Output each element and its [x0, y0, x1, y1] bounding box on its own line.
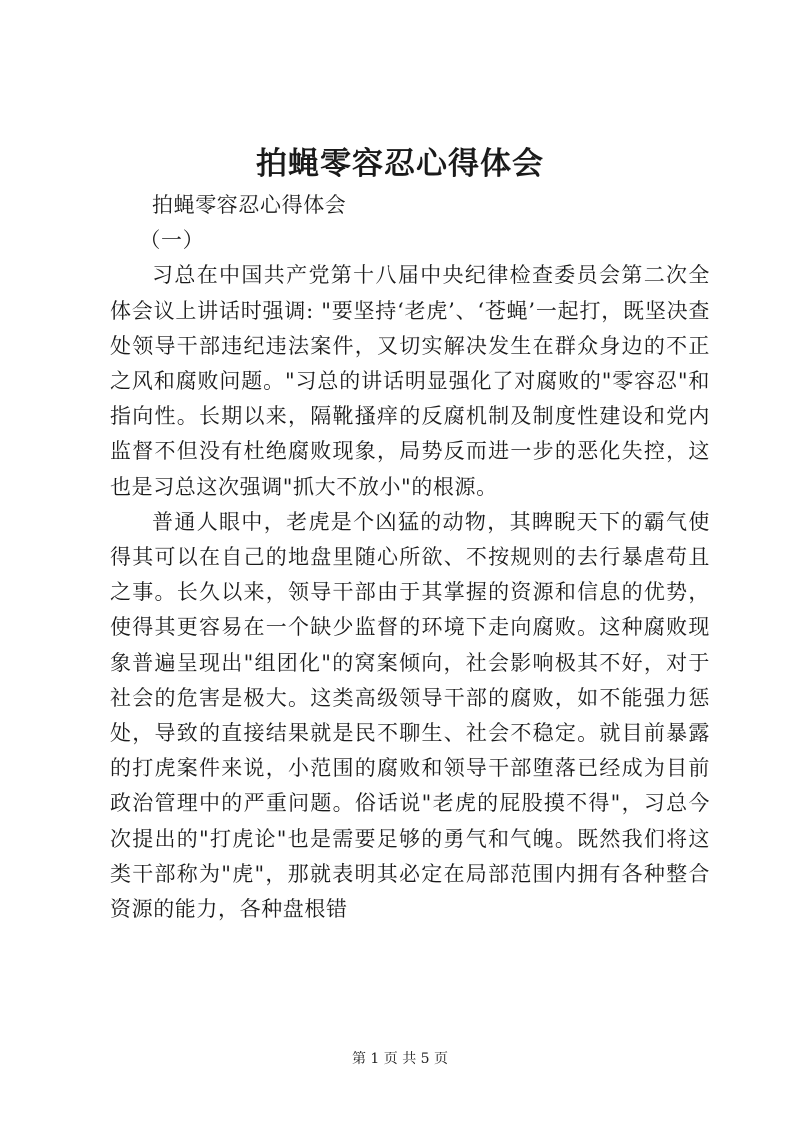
document-subtitle: 拍蝇零容忍心得体会	[152, 193, 347, 217]
document-body	[110, 188, 710, 927]
paragraph-2: 普通人眼中，老虎是个凶猛的动物，其睥睨天下的霸气使得其可以在自己的地盘里随心所欲、不按规则的去行暴虐苟且之事。长久以来，领导干部由于其掌握的资源和信息的优势，使得其更容易在一个缺少监督的环境下走向腐败。这种腐败现象普遍呈现出"组团化"的窝案倾向，社会影响极其不好，对于社会的危害是极大。这类高级领导干部的腐败，如不能强力惩处，导致的直接结果就是民不聊生、社会不稳定。就目前暴露的打虎案件来说，小范围的腐败和领导干部堕落已经成为目前政治管理中的严重问题。俗话说"老虎的屁股摸不得"，习总今次提出的"打虎论"也是需要足够的勇气和气魄。既然我们将这类干部称为"虎"，那就表明其必定在局部范围内拥有各种整合资源的能力，各种盘根错	[110, 509, 710, 922]
paragraph-1: 习总在中国共产党第十八届中央纪律检查委员会第二次全体会议上讲话时强调: "要坚持‘老虎’、‘苍蝇’一起打，既坚决查处领导干部违纪违法案件，又切实解决发生在群众身边的不正之风和腐败问题。"习总的讲话明显强化了对腐败的"零容忍"和指向性。长期以来，隔靴搔痒的反腐机制及制度性建设和党内监督不但没有杜绝腐败现象，局势反而进一步的恶化失控，这也是习总这次强调"抓大不放小"的根源。	[110, 263, 710, 499]
page-footer: 第 1 页 共 5 页	[351, 1051, 449, 1067]
section-marker: （一）	[139, 228, 205, 253]
document-title: 拍蝇零容忍心得体会	[256, 146, 544, 182]
